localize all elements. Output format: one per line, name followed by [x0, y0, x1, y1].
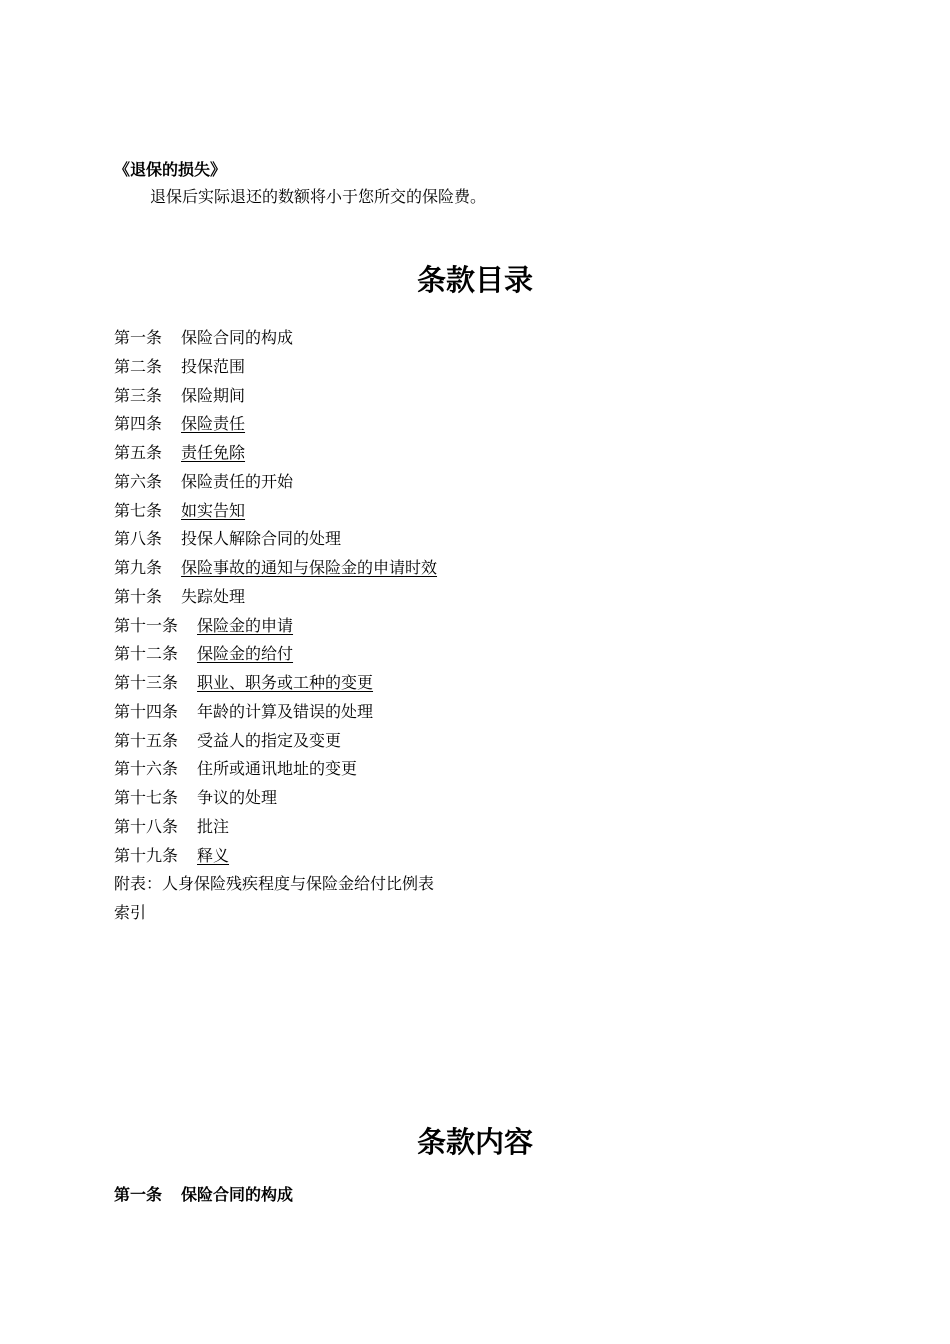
toc-item	[114, 612, 814, 641]
toc-link-disclosure[interactable]: 如实告知	[181, 500, 246, 520]
toc-item-number: 第十八条	[114, 816, 179, 836]
toc-item-label: 投保人解除合同的处理	[181, 529, 342, 549]
toc-link-definitions[interactable]: 释义	[197, 845, 230, 865]
toc-item-label: 保险期间	[181, 385, 246, 405]
toc-item	[114, 439, 814, 468]
toc-item-number: 第十四条	[114, 701, 179, 721]
toc-item-number: 第九条	[114, 558, 163, 577]
toc-item	[114, 640, 814, 669]
article-title: 保险合同的构成	[181, 1185, 294, 1204]
toc-item-number: 第十五条	[114, 730, 179, 750]
toc-item-label: 失踪处理	[181, 586, 246, 606]
toc-item-label: 保险合同的构成	[181, 328, 294, 347]
toc-item	[114, 324, 814, 353]
toc-list	[114, 324, 814, 928]
toc-item-number: 第八条	[114, 529, 163, 549]
toc-item	[114, 842, 814, 871]
toc-item-label: 年龄的计算及错误的处理	[197, 701, 374, 721]
toc-item-label: 住所或通讯地址的变更	[197, 759, 358, 779]
toc-link-occupation-change[interactable]: 职业、职务或工种的变更	[197, 673, 374, 692]
toc-item-number: 第十条	[114, 586, 163, 606]
toc-item	[114, 525, 814, 554]
toc-item-number: 第一条	[114, 328, 163, 347]
toc-appendix: 附表：人身保险残疾程度与保险金给付比例表	[114, 874, 435, 894]
toc-link-claim-notification[interactable]: 保险事故的通知与保险金的申请时效	[181, 558, 438, 577]
toc-link-benefit-payment[interactable]: 保险金的给付	[197, 644, 294, 664]
toc-item-number: 第十六条	[114, 759, 179, 779]
toc-item-number: 第七条	[114, 500, 163, 520]
toc-item	[114, 468, 814, 497]
surrender-loss-text: 退保后实际退还的数额将小于您所交的保险费。	[150, 187, 487, 206]
toc-item	[114, 382, 814, 411]
toc-item	[114, 554, 814, 583]
toc-item	[114, 784, 814, 813]
toc-item-label: 争议的处理	[197, 788, 278, 807]
toc-item	[114, 410, 814, 439]
toc-item	[114, 669, 814, 698]
toc-item	[114, 813, 814, 842]
toc-item-number: 第六条	[114, 471, 163, 491]
article-number: 第一条	[114, 1185, 163, 1204]
surrender-loss-heading: 《退保的损失》	[114, 160, 227, 179]
toc-item	[114, 583, 814, 612]
toc-item-label: 保险责任的开始	[181, 471, 294, 491]
toc-item-number: 第二条	[114, 356, 163, 376]
toc-title: 条款目录	[416, 263, 533, 297]
toc-item-number: 第三条	[114, 385, 163, 405]
toc-item	[114, 698, 814, 727]
toc-item-label: 投保范围	[181, 356, 246, 376]
toc-link-benefit-application[interactable]: 保险金的申请	[197, 615, 294, 635]
toc-item-number: 第十二条	[114, 644, 179, 664]
toc-item-number: 第十三条	[114, 673, 179, 692]
toc-item	[114, 727, 814, 756]
toc-item-number: 第十一条	[114, 615, 179, 635]
toc-item	[114, 497, 814, 526]
content-title: 条款内容	[416, 1125, 533, 1159]
toc-link-insurance-liability[interactable]: 保险责任	[181, 414, 246, 434]
toc-item-number: 第四条	[114, 414, 163, 434]
toc-link-exclusions[interactable]: 责任免除	[181, 443, 246, 462]
article-1-heading	[114, 1184, 293, 1206]
toc-item-label: 受益人的指定及变更	[197, 730, 342, 750]
toc-item-label: 批注	[197, 816, 230, 836]
toc-item-number: 第十七条	[114, 788, 179, 807]
toc-item	[114, 353, 814, 382]
toc-item-number: 第十九条	[114, 845, 179, 865]
toc-item	[114, 755, 814, 784]
toc-item-number: 第五条	[114, 443, 163, 462]
toc-index: 索引	[114, 903, 147, 922]
